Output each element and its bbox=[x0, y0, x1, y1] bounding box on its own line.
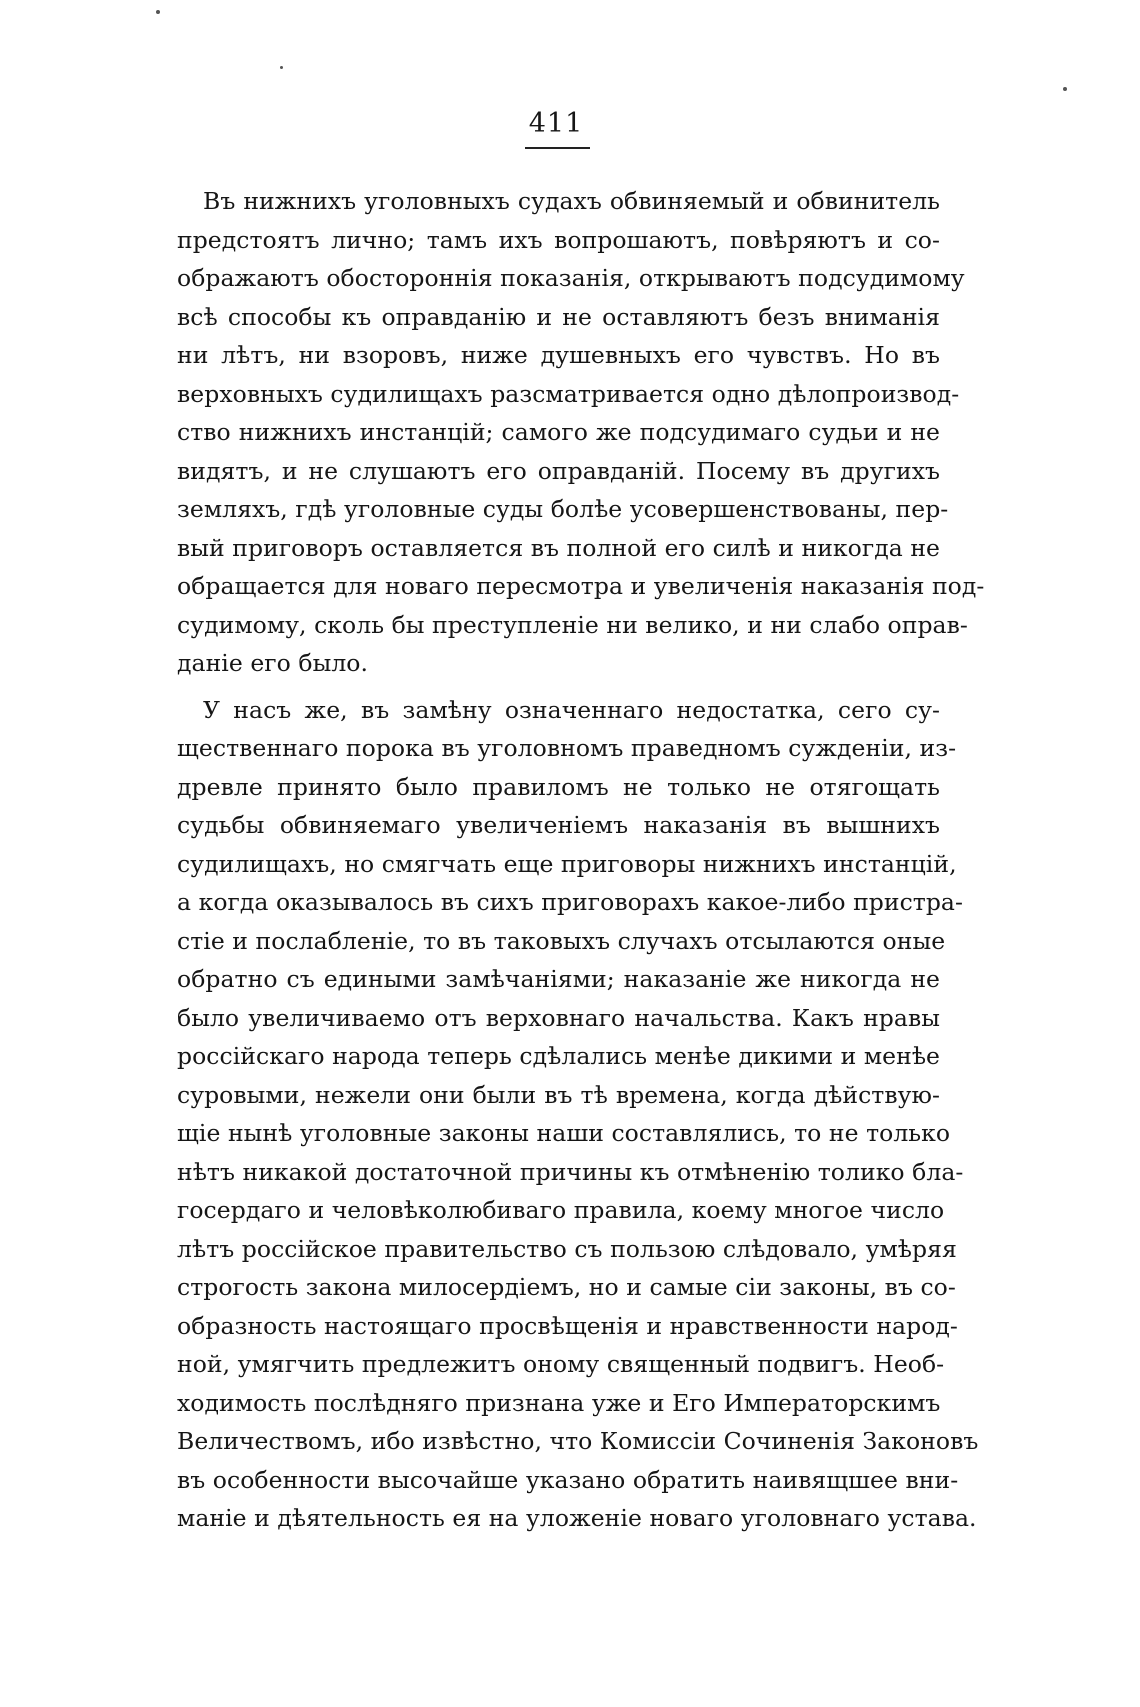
text-line: ходимость послѣдняго признана уже и Его Императорскимъ bbox=[177, 1388, 941, 1417]
text-line: верховныхъ судилищахъ разсматривается одно дѣлопроизвод- bbox=[177, 379, 960, 408]
text-line: видятъ, и не слушаютъ его оправданій. Посему въ другихъ bbox=[177, 456, 940, 485]
text-line: нѣтъ никакой достаточной причины къ отмѣненію толико бла- bbox=[177, 1157, 964, 1186]
text-line: всѣ способы къ оправданію и не оставляютъ безъ вниманія bbox=[177, 302, 940, 331]
text-line: ство нижнихъ инстанцій; самого же подсудимаго судьи и не bbox=[177, 418, 940, 446]
text-line: предстоятъ лично; тамъ ихъ вопрошаютъ, повѣряютъ и со- bbox=[177, 225, 940, 254]
text-line: стіе и послабленіе, то въ таковыхъ случахъ отсылаются оные bbox=[177, 926, 946, 955]
body-text bbox=[177, 182, 985, 1538]
text-line: ни лѣтъ, ни взоровъ, ниже душевныхъ его чувствъ. Но въ bbox=[177, 341, 940, 369]
text-line: даніе его было. bbox=[177, 649, 369, 677]
scan-speck bbox=[1063, 87, 1067, 91]
text-line: россійскаго народа теперь сдѣлались менѣе дикими и менѣе bbox=[177, 1042, 940, 1070]
paragraph bbox=[177, 691, 979, 1538]
text-line: судимому, сколь бы преступленіе ни велико, и ни слабо оправ- bbox=[177, 610, 968, 639]
text-line: было увеличиваемо отъ верховнаго начальства. Какъ нравы bbox=[177, 1003, 940, 1032]
text-line: щественнаго порока въ уголовномъ праведномъ сужденіи, из- bbox=[177, 734, 957, 762]
scan-speck bbox=[156, 10, 160, 14]
text-line: У насъ же, въ замѣну означеннаго недостатка, сего су- bbox=[203, 695, 940, 724]
text-line: древле принято было правиломъ не только не отягощать bbox=[177, 772, 940, 801]
text-line: судьбы обвиняемаго увеличеніемъ наказанія въ вышнихъ bbox=[177, 811, 940, 839]
text-line: а когда оказывалось въ сихъ приговорахъ какое-либо пристра- bbox=[177, 888, 963, 916]
scan-speck bbox=[280, 66, 283, 69]
text-line: вый приговоръ оставляется въ полной его силѣ и никогда не bbox=[177, 533, 940, 562]
text-line: лѣтъ россійское правительство съ пользою слѣдовало, умѣряя bbox=[177, 1234, 957, 1263]
text-line: Въ нижнихъ уголовныхъ судахъ обвиняемый и обвинитель bbox=[203, 187, 940, 215]
text-line: земляхъ, гдѣ уголовные суды болѣе усовершенствованы, пер- bbox=[177, 495, 949, 523]
text-line: ной, умягчить предлежитъ оному священный подвигъ. Необ- bbox=[177, 1350, 945, 1378]
text-line: строгость закона милосердіемъ, но и самые сіи законы, въ со- bbox=[177, 1273, 956, 1301]
page-number: 411 bbox=[528, 108, 584, 139]
text-line: госердаго и человѣколюбиваго правила, коему многое число bbox=[177, 1196, 945, 1224]
text-line: въ особенности высочайше указано обратить наивящшее вни- bbox=[177, 1465, 959, 1494]
paragraph bbox=[177, 182, 985, 683]
text-line: обращается для новаго пересмотра и увеличенія наказанія под- bbox=[177, 572, 985, 600]
text-line: щіе нынѣ уголовные законы наши составлялись, то не только bbox=[177, 1119, 951, 1147]
paragraph-gap bbox=[177, 683, 940, 691]
text-line: судилищахъ, но смягчать еще приговоры нижнихъ инстанцій, bbox=[177, 849, 957, 878]
text-line: ображаютъ обостороннія показанія, открываютъ подсудимому bbox=[177, 264, 965, 292]
text-line: маніе и дѣятельность ея на уложеніе новаго уголовнаго устава. bbox=[177, 1504, 977, 1532]
text-line: обратно съ едиными замѣчаніями; наказаніе же никогда не bbox=[177, 965, 940, 993]
text-line: образность настоящаго просвѣщенія и нравственности народ- bbox=[177, 1311, 958, 1340]
page-number-underline bbox=[525, 147, 590, 149]
text-line: суровыми, нежели они были въ тѣ времена, когда дѣйствую- bbox=[177, 1080, 940, 1109]
text-line: Величествомъ, ибо извѣстно, что Комиссіи Сочиненія Законовъ bbox=[177, 1427, 979, 1455]
